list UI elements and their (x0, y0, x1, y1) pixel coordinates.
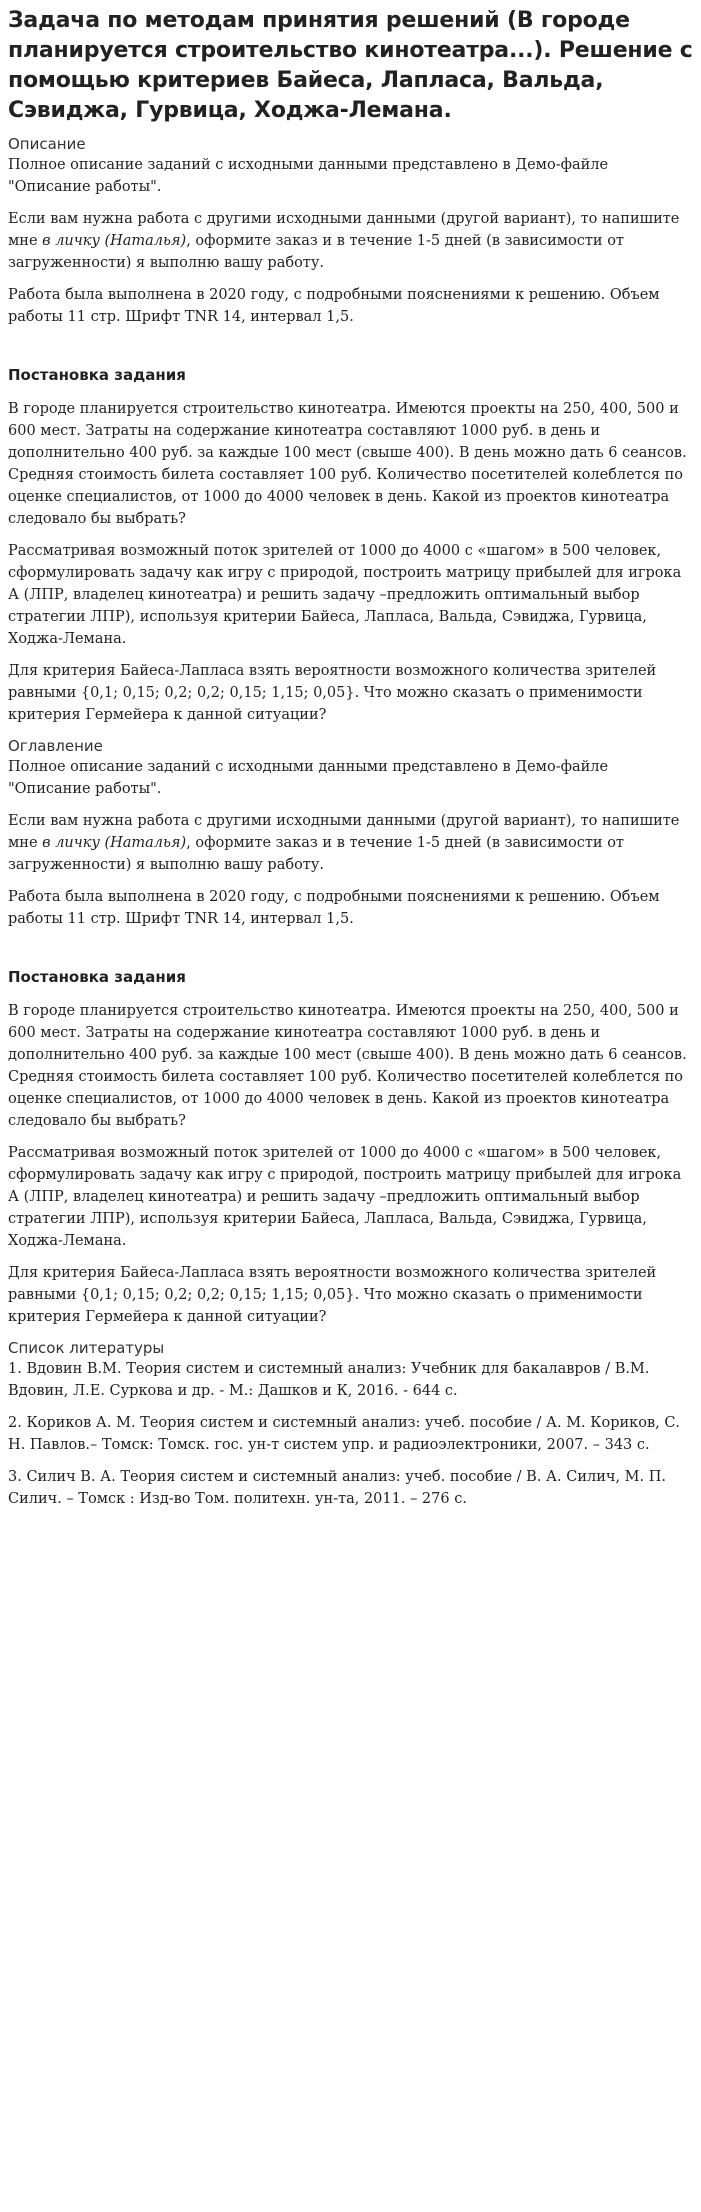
intro-paragraph: Полное описание заданий с исходными данными представлено в Демо-файле "Описание работы". (8, 759, 609, 797)
section-label-literature: Список литературы (8, 1339, 165, 1357)
task-paragraph-3: Для критерия Байеса-Лапласа взять вероятности возможного количества зрителей равными {0,1; 0,15; 0,2; 0,2; 0,15; 1,15; 0,05}. Что можно сказать о применимости критерия Гермейера к данной ситуации? (8, 663, 657, 723)
literature-section (8, 1338, 693, 1510)
section-label-description: Описание (8, 135, 86, 153)
work-info-paragraph: Работа была выполнена в 2020 году, с подробными пояснениями к решению. Объем работы 11 стр. Шрифт TNR 14, интервал 1,5. (8, 287, 660, 325)
literature-item: 3. Силич В. А. Теория систем и системный анализ: учеб. пособие / В. А. Силич, М. П. Силич. – Томск : Изд-во Том. политехн. ун-та, 2011. – 276 с. (8, 1469, 667, 1507)
intro-paragraph: Полное описание заданий с исходными данными представлено в Демо-файле "Описание работы". (8, 157, 609, 195)
page-title: Задача по методам принятия решений (В городе планируется строительство кинотеатра...). Решение с помощью критериев Байеса, Лапласа, Вальда, Сэвиджа, Гурвица, Ходжа-Лемана. (8, 8, 693, 123)
order-paragraph (8, 810, 693, 876)
literature-item: 1. Вдовин В.М. Теория систем и системный анализ: Учебник для бакалавров / В.М. Вдовин, Л.Е. Суркова и др. - М.: Дашков и К, 2016. - 644 с. (8, 1361, 650, 1399)
task-heading: Постановка задания (8, 366, 186, 384)
task-paragraph-2: Рассматривая возможный поток зрителей от 1000 до 4000 с «шагом» в 500 человек, сформулировать задачу как игру с природой, построить матрицу прибылей для игрока А (ЛПР, владелец кинотеатра) и решить задачу –предложить оптимальный выбор стратегии ЛПР), используя критерии Байеса, Лапласа, Вальда, Сэвиджа, Гурвица, Ходжа-Лемана. (8, 1145, 682, 1249)
section-label-contents: Оглавление (8, 737, 103, 755)
description-section (8, 134, 693, 726)
literature-item: 2. Кориков А. М. Теория систем и системный анализ: учеб. пособие / А. М. Кориков, С. Н. Павлов.– Томск: Томск. гос. ун-т систем упр. и радиоэлектроники, 2007. – 343 с. (8, 1415, 681, 1453)
task-paragraph-1: В городе планируется строительство кинотеатра. Имеются проекты на 250, 400, 500 и 600 мест. Затраты на содержание кинотеатра составляют 1000 руб. в день и дополнительно 400 руб. за каждые 100 мест (свыше 400). В день можно дать 6 сеансов. Средняя стоимость билета составляет 100 руб. Количество посетителей колеблется по оценке специалистов, от 1000 до 4000 человек в день. Какой из проектов кинотеатра следовало бы выбрать? (8, 401, 687, 527)
task-paragraph-1: В городе планируется строительство кинотеатра. Имеются проекты на 250, 400, 500 и 600 мест. Затраты на содержание кинотеатра составляют 1000 руб. в день и дополнительно 400 руб. за каждые 100 мест (свыше 400). В день можно дать 6 сеансов. Средняя стоимость билета составляет 100 руб. Количество посетителей колеблется по оценке специалистов, от 1000 до 4000 человек в день. Какой из проектов кинотеатра следовало бы выбрать? (8, 1003, 687, 1129)
order-paragraph (8, 208, 693, 274)
order-text-post: , оформите заказ и в течение 1-5 дней (в зависимости от загруженности) я выполню вашу работу. (8, 835, 624, 873)
order-text-pre: Если вам нужна работа с другими исходными данными (другой вариант), то напишите мне (8, 813, 680, 851)
task-paragraph-2: Рассматривая возможный поток зрителей от 1000 до 4000 с «шагом» в 500 человек, сформулировать задачу как игру с природой, построить матрицу прибылей для игрока А (ЛПР, владелец кинотеатра) и решить задачу –предложить оптимальный выбор стратегии ЛПР), используя критерии Байеса, Лапласа, Вальда, Сэвиджа, Гурвица, Ходжа-Лемана. (8, 543, 682, 647)
private-message-link[interactable]: в личку (Наталья) (42, 233, 187, 249)
order-text-post: , оформите заказ и в течение 1-5 дней (в зависимости от загруженности) я выполню вашу работу. (8, 233, 624, 271)
contents-section (8, 736, 693, 1328)
task-paragraph-3: Для критерия Байеса-Лапласа взять вероятности возможного количества зрителей равными {0,1; 0,15; 0,2; 0,2; 0,15; 1,15; 0,05}. Что можно сказать о применимости критерия Гермейера к данной ситуации? (8, 1265, 657, 1325)
order-text-pre: Если вам нужна работа с другими исходными данными (другой вариант), то напишите мне (8, 211, 680, 249)
private-message-link[interactable]: в личку (Наталья) (42, 835, 187, 851)
work-info-paragraph: Работа была выполнена в 2020 году, с подробными пояснениями к решению. Объем работы 11 стр. Шрифт TNR 14, интервал 1,5. (8, 889, 660, 927)
task-heading: Постановка задания (8, 968, 186, 986)
